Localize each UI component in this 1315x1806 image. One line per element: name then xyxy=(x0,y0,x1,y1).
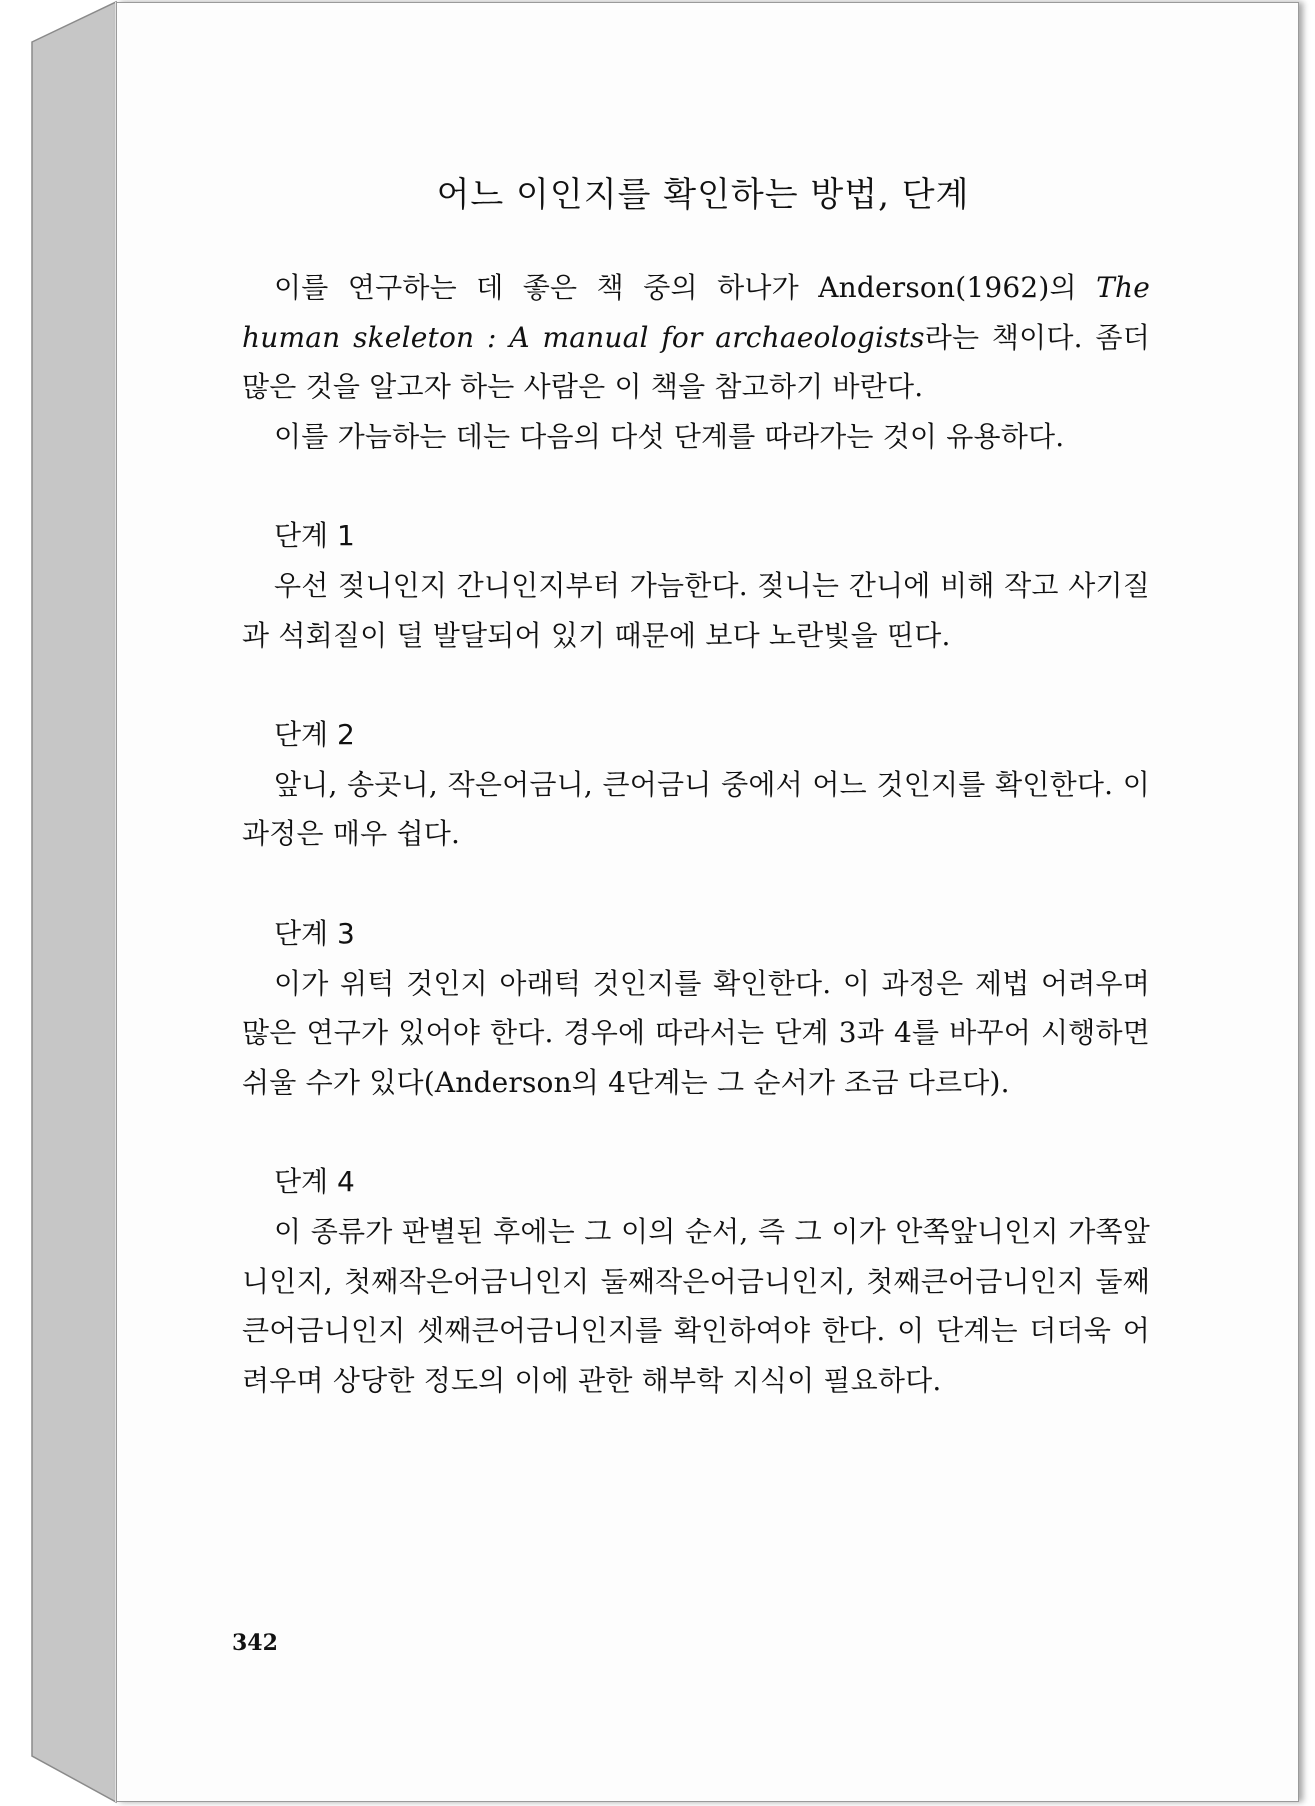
intro-text-before: 이를 연구하는 데 좋은 책 중의 하나가 Anderson(1962)의 xyxy=(274,271,1097,304)
step-2-body: 앞니, 송곳니, 작은어금니, 큰어금니 중에서 어느 것인지를 확인한다. 이 과정은 매우 쉽다. xyxy=(242,767,1150,851)
intro-paragraph-2: 이를 가늠하는 데는 다음의 다섯 단계를 따라가는 것이 유용하다. xyxy=(274,419,1065,453)
step-2-heading: 단계 2 xyxy=(274,718,355,752)
section-title: 어느 이인지를 확인하는 방법, 단계 xyxy=(436,175,970,215)
step-1-heading: 단계 1 xyxy=(274,519,355,553)
step-1-body: 우선 젖니인지 간니인지부터 가늠한다. 젖니는 간니에 비해 작고 사기질과 석회질이 덜 발달되어 있기 때문에 보다 노란빛을 띤다. xyxy=(242,568,1150,652)
intro-text-after: 라는 책이다. 좀더 많은 것을 알고자 하는 사람은 이 책을 참고하기 바란다. xyxy=(242,320,1150,404)
step-3-body: 이가 위턱 것인지 아래턱 것인지를 확인한다. 이 과정은 제법 어려우며 많은 연구가 있어야 한다. 경우에 따라서는 단계 3과 4를 바꾸어 시행하면 쉬울 수가 있다(Anderson의 4단계는 그 순서가 조금 다르다). xyxy=(242,966,1150,1099)
book-spine xyxy=(0,0,120,1806)
book-title-italic: The human skeleton : A manual for archaeologists xyxy=(242,271,1150,354)
intro-paragraph xyxy=(242,263,1150,412)
page-number: 342 xyxy=(232,1630,278,1656)
step-4-body: 이 종류가 판별된 후에는 그 이의 순서, 즉 그 이가 안쪽앞니인지 가쪽앞니인지, 첫째작은어금니인지 둘째작은어금니인지, 첫째큰어금니인지 둘째큰어금니인지 셋째큰어금니인지를 확인하여야 한다. 이 단계는 더더욱 어려우며 상당한 정도의 이에 관한 해부학 지식이 필요하다. xyxy=(242,1214,1150,1397)
step-3-heading: 단계 3 xyxy=(274,916,355,950)
book-page xyxy=(116,2,1299,1802)
page-text xyxy=(242,171,1150,1405)
step-4-heading: 단계 4 xyxy=(274,1165,355,1199)
